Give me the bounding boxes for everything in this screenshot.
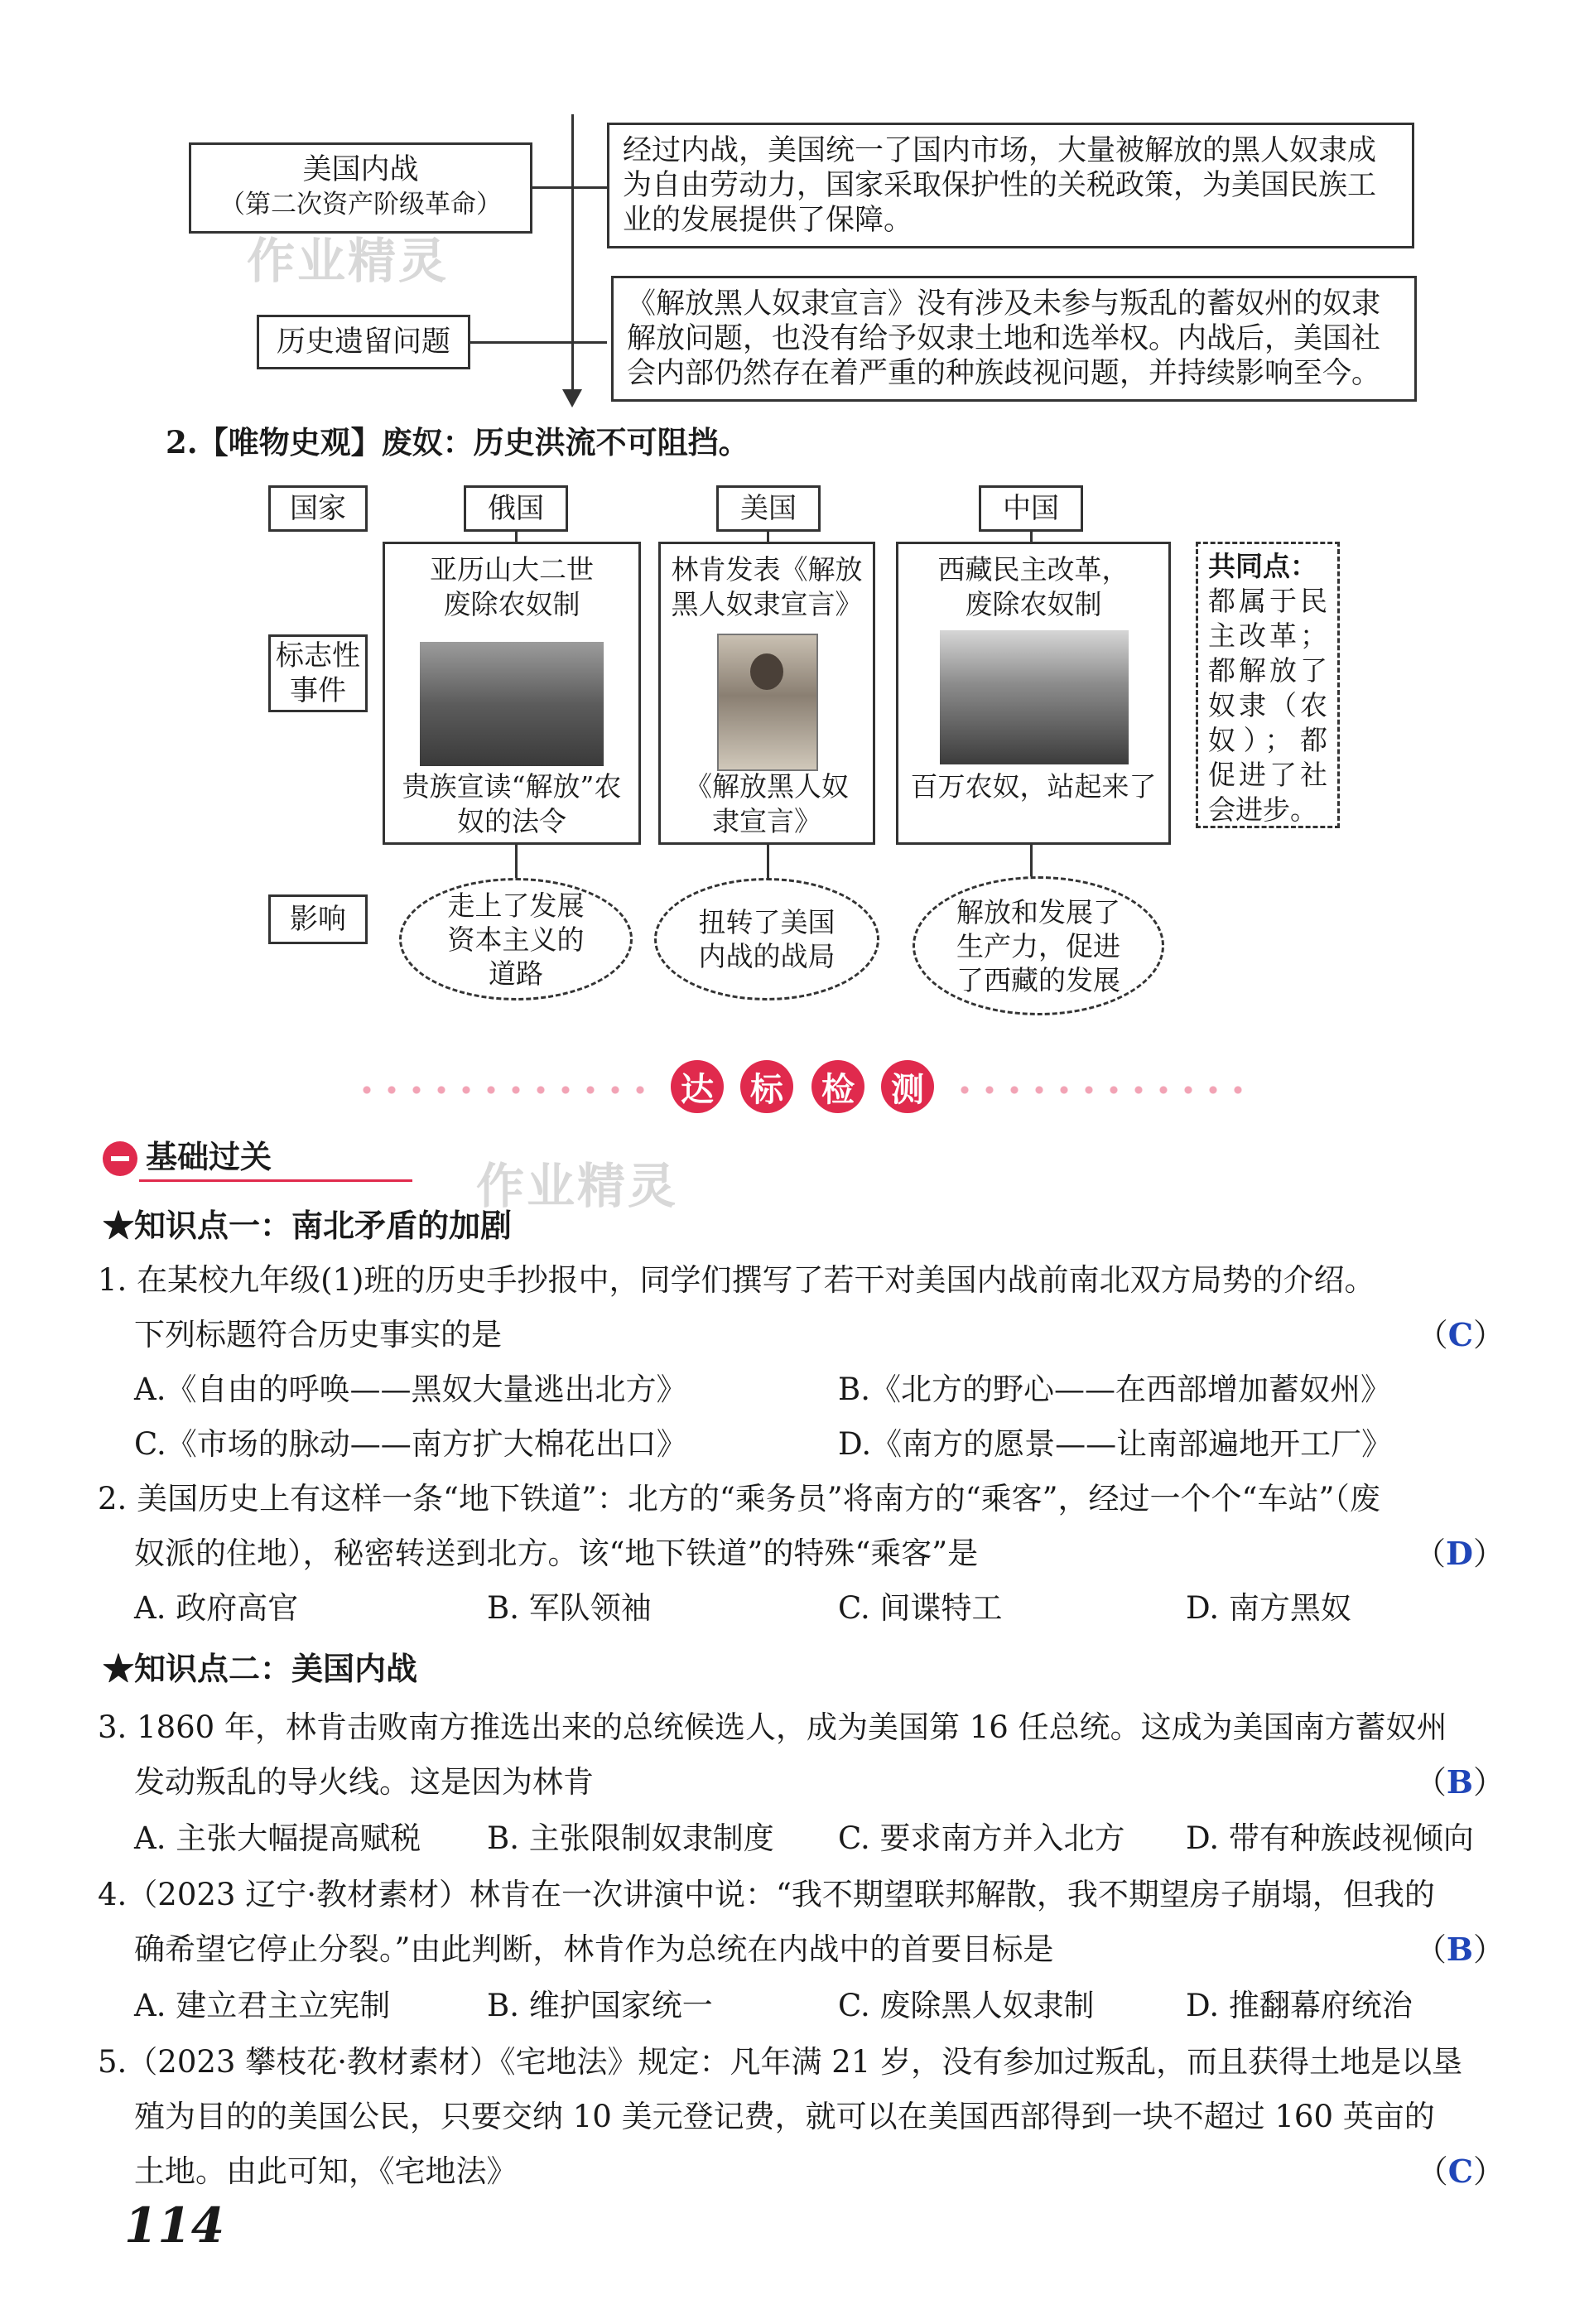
china-event-photo (940, 630, 1129, 764)
arrow-down-icon (562, 389, 582, 407)
question-1-option-c: C.《市场的脉动——南方扩大棉花出口》 (134, 1426, 687, 1462)
question-4-option-d: D. 推翻幕府统治 (1186, 1988, 1413, 2023)
connector-russia-top (515, 532, 518, 542)
question-3-option-b: B. 主张限制奴隶制度 (487, 1820, 774, 1856)
legacy-box (257, 315, 470, 369)
question-2-answer: （D） (1414, 1535, 1505, 1572)
china-event-box (896, 542, 1171, 845)
question-2-option-c: C. 间谍特工 (838, 1590, 1003, 1626)
russia-impact-text: 走上了发展资本主义的道路 (447, 889, 585, 990)
section-2-number: 2. (166, 424, 198, 460)
question-1-option-d: D.《南方的愿景——让南部遍地开工厂》 (838, 1426, 1393, 1462)
question-2-line-1: 2. 美国历史上有这样一条“地下铁道”：北方的“乘务员”将南方的“乘客”，经过一个个“车站”（废 (98, 1481, 1380, 1516)
question-3-option-c: C. 要求南方并入北方 (838, 1820, 1125, 1856)
question-2 (98, 1479, 1505, 1574)
usa-impact-text: 扭转了美国内战的战局 (698, 906, 836, 972)
question-1-line-2: 下列标题符合历史事实的是 (134, 1317, 502, 1352)
row-label-country: 国家 (268, 485, 368, 532)
question-4-line-2: 确希望它停止分裂。”由此判断，林肯作为总统在内战中的首要目标是 (134, 1931, 1054, 1967)
section-2-title: 【唯物史观】废奴：历史洪流不可阻挡。 (197, 424, 749, 460)
question-3-line-1: 3. 1860 年，林肯击败南方推选出来的总统候选人，成为美国第 16 任总统。这成为美国南方蓄奴州 (98, 1709, 1447, 1745)
usa-event-box (658, 542, 875, 845)
country-russia: 俄国 (464, 485, 568, 532)
question-5-line-2: 殖为目的的美国公民，只要交纳 10 美元登记费，就可以在美国西部得到一块不超过 160 英亩的 (134, 2099, 1435, 2134)
watermark-text: 作业精灵 (247, 233, 450, 289)
question-5-line-1: 5.（2023 攀枝花·教材素材）《宅地法》规定：凡年满 21 岁，没有参加过叛乱，而且获得土地是以垦 (98, 2044, 1463, 2080)
common-points-title: 共同点： (1208, 550, 1317, 582)
row-label-event: 标志性 事件 (268, 634, 368, 712)
connector-usa-top (767, 532, 769, 542)
connector-legacy (470, 341, 607, 344)
question-4-option-c: C. 废除黑人奴隶制 (838, 1988, 1095, 2023)
timeline-arrow-line (571, 114, 574, 396)
question-3-option-d: D. 带有种族歧视倾向 (1186, 1820, 1474, 1856)
russia-impact-ellipse (399, 878, 633, 1000)
question-5-line-3: 土地。由此可知，《宅地法》 (134, 2153, 518, 2189)
china-impact-ellipse (913, 876, 1164, 1015)
basic-section-underline (139, 1179, 412, 1182)
question-2-option-a: A. 政府高官 (134, 1590, 299, 1626)
question-4-option-a: A. 建立君主立宪制 (134, 1988, 391, 2023)
question-1 (98, 1261, 1505, 1355)
civil-war-result-box (607, 123, 1414, 248)
knowledge-point-1: ★知识点一：南北矛盾的加剧 (103, 1207, 513, 1244)
question-3-line-2: 发动叛乱的导火线。这是因为林肯 (134, 1764, 594, 1800)
russia-event-caption: 贵族宣读“解放”农奴的法令 (402, 770, 622, 837)
civil-war-box (189, 142, 532, 234)
banner-char-4: 测 (881, 1060, 934, 1113)
common-points-box (1196, 542, 1340, 828)
basic-section-title: 基础过关 (146, 1139, 272, 1175)
question-4-option-b: B. 维护国家统一 (487, 1988, 713, 2023)
arrow-right-icon (103, 1141, 137, 1176)
russia-event-text: 亚历山大二世废除农奴制 (430, 553, 594, 620)
china-impact-text: 解放和发展了生产力，促进了西藏的发展 (956, 895, 1120, 996)
question-3-answer: （B） (1414, 1763, 1505, 1801)
banner-char-3: 检 (811, 1060, 864, 1113)
connector-usa-bottom (767, 845, 769, 880)
question-4-answer: （B） (1414, 1931, 1505, 1968)
knowledge-point-2: ★知识点二：美国内战 (103, 1650, 418, 1687)
connector-china-bottom (1030, 845, 1033, 880)
legacy-label: 历史遗留问题 (276, 325, 450, 359)
page-number: 114 (124, 2197, 225, 2254)
civil-war-label: 美国内战 (302, 153, 419, 186)
question-5 (98, 2042, 1505, 2191)
question-1-option-a: A.《自由的呼唤——黑奴大量逃出北方》 (134, 1372, 687, 1407)
usa-event-caption: 《解放黑人奴隶宣言》 (685, 770, 849, 837)
connector-russia-bottom (515, 845, 518, 880)
china-event-text: 西藏民主改革，废除农奴制 (937, 553, 1129, 620)
legacy-detail-box (611, 276, 1417, 402)
usa-proclamation-photo (717, 634, 818, 771)
question-1-answer: （C） (1416, 1316, 1505, 1353)
russia-event-box (383, 542, 641, 845)
usa-impact-ellipse (654, 878, 879, 1000)
question-2-option-d: D. 南方黑奴 (1186, 1590, 1351, 1626)
question-2-option-b: B. 军队领袖 (487, 1590, 652, 1626)
connector-china-top (1030, 532, 1033, 542)
usa-event-text: 林肯发表《解放黑人奴隶宣言》 (671, 553, 863, 620)
watermark-text-2: 作业精灵 (476, 1158, 679, 1214)
civil-war-result-text: 经过内战，美国统一了国内市场，大量被解放的黑人奴隶成为自由劳动力，国家采取保护性的关税政策，为美国民族工业的发展提供了保障。 (623, 134, 1377, 237)
common-points-body: 都属于民主改革；都解放了奴隶（农奴）；都促进了社会进步。 (1208, 585, 1327, 826)
lincoln-portrait-icon (750, 653, 783, 690)
legacy-detail-text: 《解放黑人奴隶宣言》没有涉及未参与叛乱的蓄奴州的奴隶解放问题，也没有给予奴隶土地和选举权。内战后，美国社会内部仍然存在着严重的种族歧视问题，并持续影响至今。 (627, 287, 1381, 390)
connector-civil-war (532, 186, 607, 189)
section-2-heading (166, 422, 749, 462)
banner-dots-left (354, 1086, 653, 1094)
banner-char-2: 标 (740, 1060, 793, 1113)
banner-char-1: 达 (671, 1060, 724, 1113)
row-label-impact: 影响 (268, 894, 368, 944)
question-3 (98, 1708, 1505, 1802)
question-1-line-1: 1. 在某校九年级(1)班的历史手抄报中，同学们撰写了若干对美国内战前南北双方局势的介绍。 (98, 1262, 1375, 1298)
china-event-caption: 百万农奴，站起来了 (910, 770, 1157, 803)
question-2-line-2: 奴派的住地），秘密转送到北方。该“地下铁道”的特殊“乘客”是 (134, 1536, 979, 1571)
country-china: 中国 (979, 485, 1083, 532)
russia-event-photo (420, 642, 604, 766)
question-5-answer: （C） (1416, 2153, 1505, 2190)
country-usa: 美国 (716, 485, 821, 532)
question-4 (98, 1875, 1505, 1970)
civil-war-sublabel: （第二次资产阶级革命） (219, 190, 502, 219)
question-1-option-b: B.《北方的野心——在西部增加蓄奴州》 (838, 1372, 1391, 1407)
question-4-line-1: 4.（2023 辽宁·教材素材）林肯在一次讲演中说：“我不期望联邦解散，我不期望房子崩塌，但我的 (98, 1877, 1435, 1912)
question-3-option-a: A. 主张大幅提高赋税 (134, 1820, 421, 1856)
banner-dots-right (952, 1086, 1259, 1094)
